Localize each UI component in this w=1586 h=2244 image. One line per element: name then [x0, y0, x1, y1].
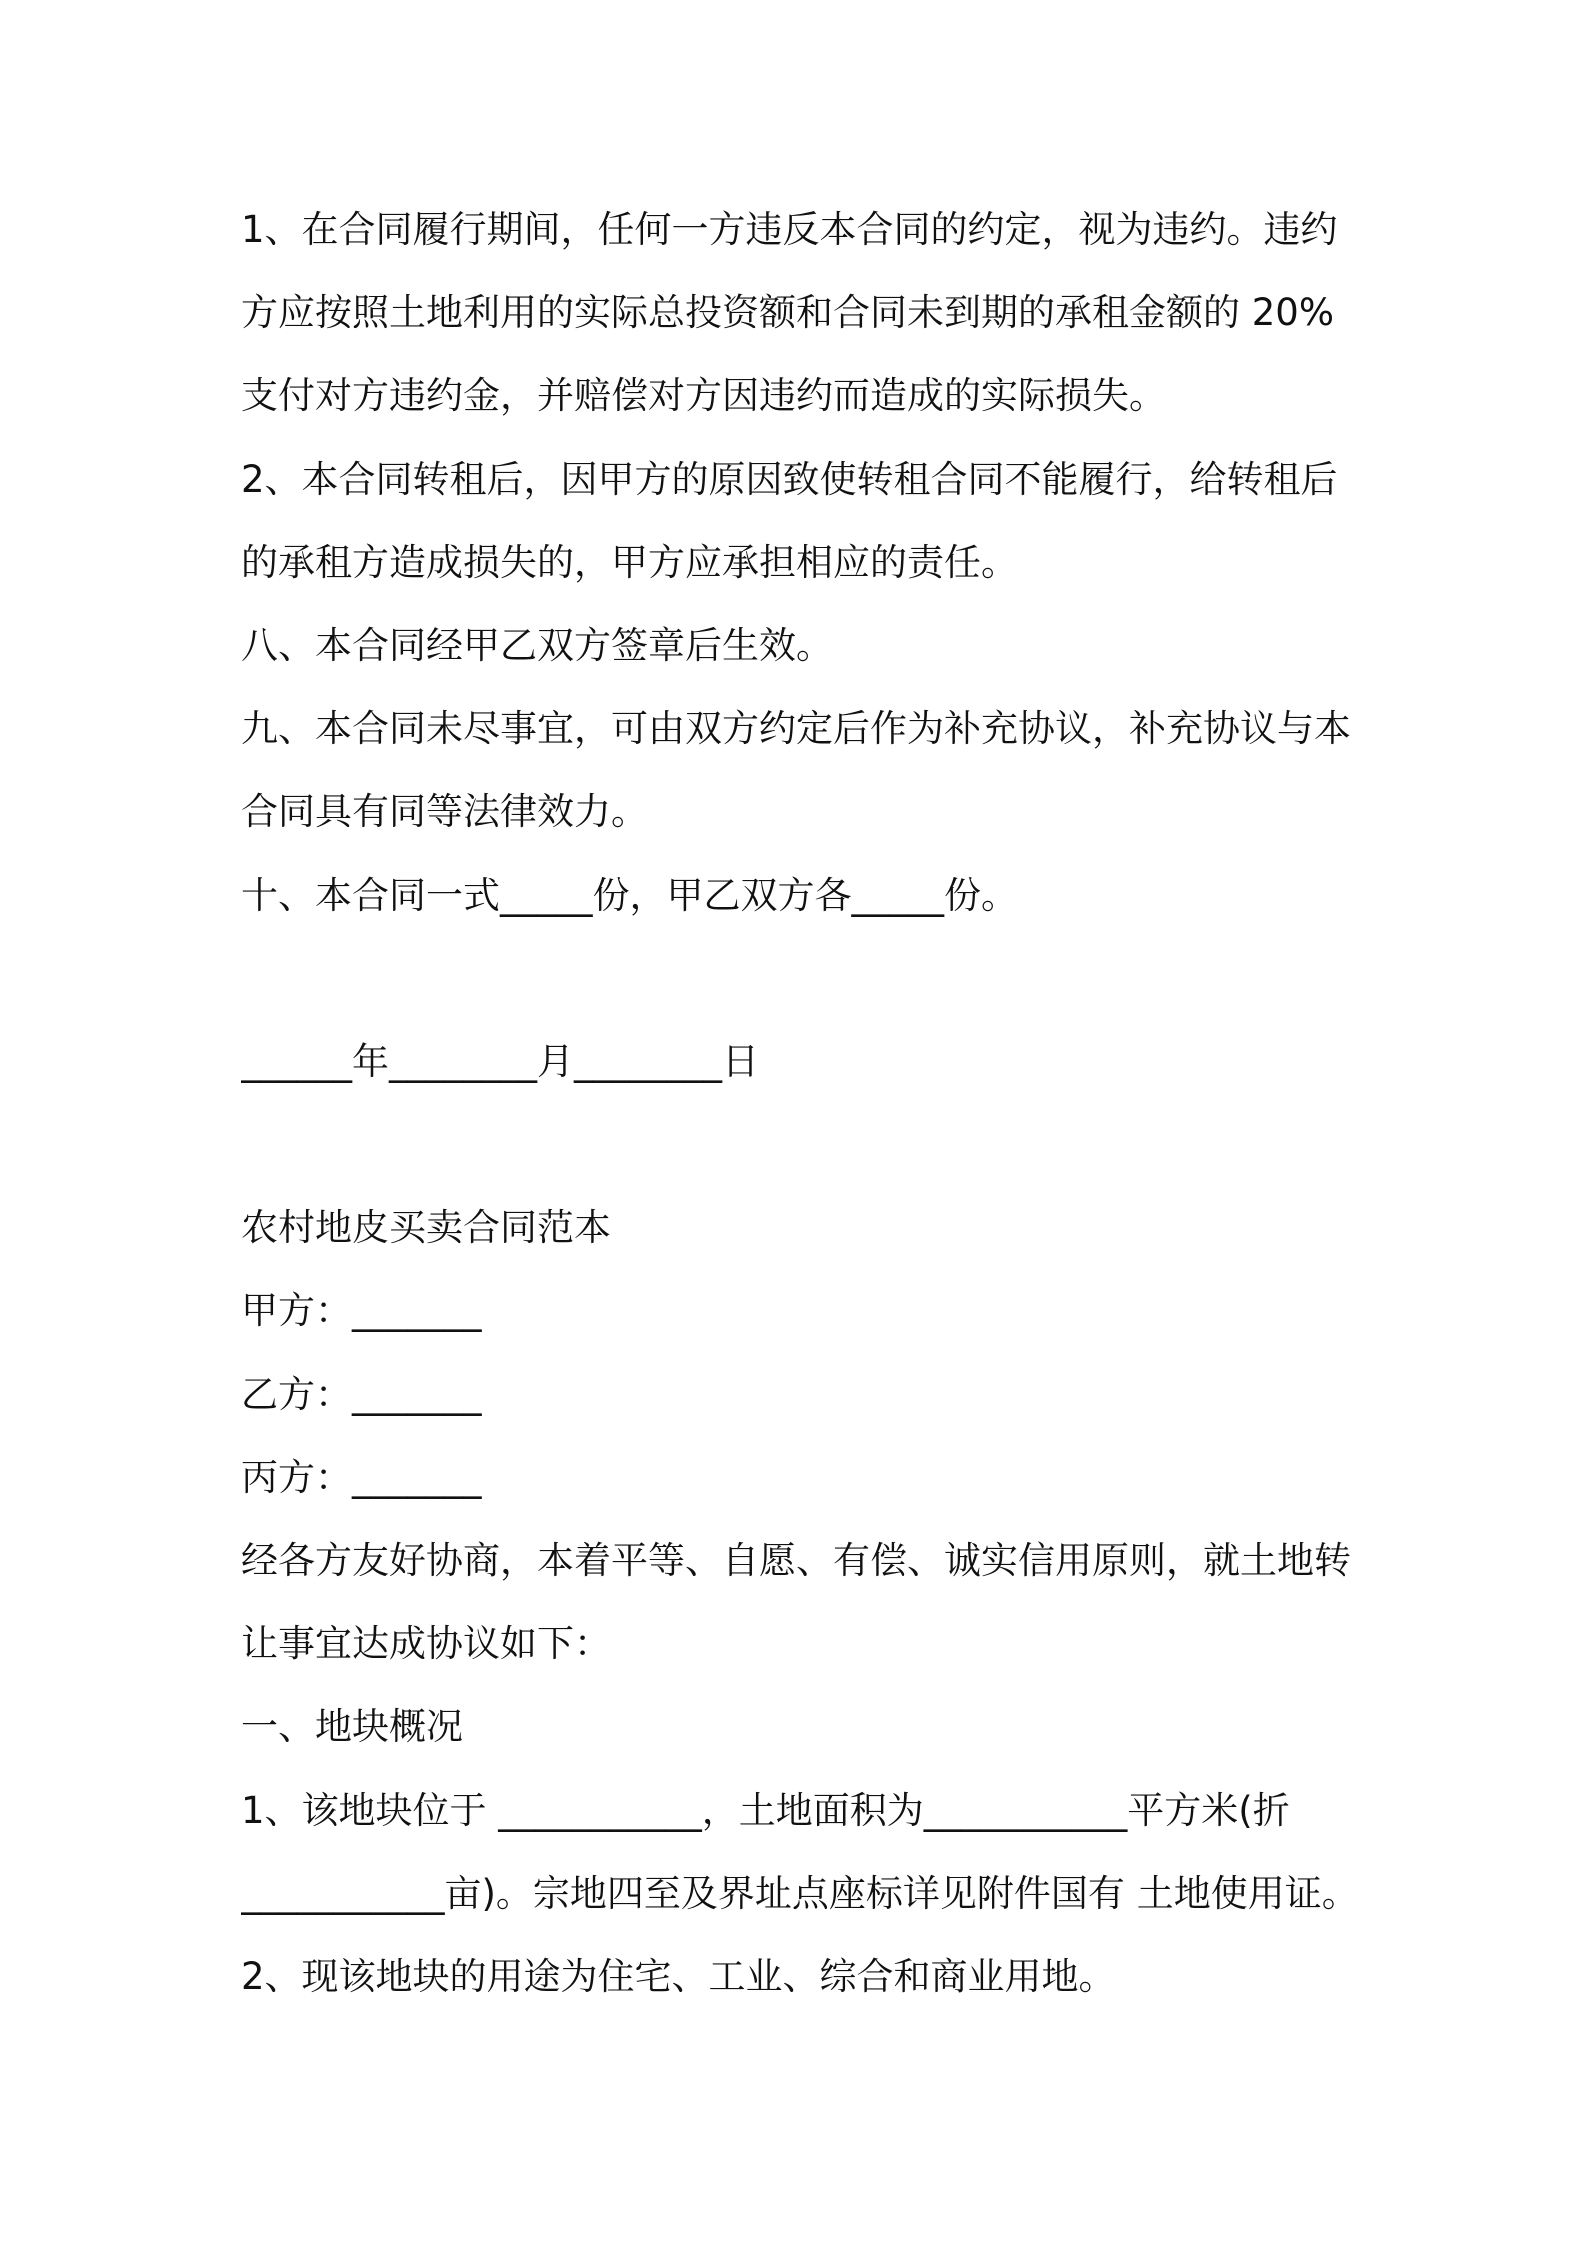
breach-clause-2-line-1: 2、本合同转租后，因甲方的原因致使转租合同不能履行，给转租后 — [241, 457, 1338, 501]
breach-clause-2-line-2: 的承租方造成损失的，甲方应承担相应的责任。 — [241, 540, 1018, 584]
section-spacer — [241, 1103, 1481, 1186]
article-8: 八、本合同经甲乙双方签章后生效。 — [241, 623, 833, 667]
party-a-line: 甲方：_______ — [241, 1289, 482, 1333]
article-9-line-1: 九、本合同未尽事宜，可由双方约定后作为补充协议，补充协议与本 — [241, 707, 1351, 751]
article-10: 十、本合同一式_____份，甲乙双方各_____份。 — [241, 873, 1018, 917]
section-1-heading: 一、地块概况 — [241, 1705, 463, 1749]
contract-title: 农村地皮买卖合同范本 — [241, 1206, 611, 1250]
preamble-line-1: 经各方友好协商，本着平等、自愿、有偿、诚实信用原则，就土地转 — [241, 1539, 1351, 1582]
item-2: 2、现该地块的用途为住宅、工业、综合和商业用地。 — [241, 1954, 1116, 1998]
item-1-line-2: ___________亩)。宗地四至及界址点座标详见附件国有 土地使用证。 — [241, 1871, 1359, 1915]
article-9-line-2: 合同具有同等法律效力。 — [241, 790, 648, 834]
breach-clause-1-line-1: 1、在合同履行期间，任何一方违反本合同的约定，视为违约。违约 — [241, 208, 1338, 251]
document-body — [241, 188, 1481, 2018]
breach-clause-1-line-2: 方应按照土地利用的实际总投资额和合同未到期的承租金额的 20% — [241, 291, 1334, 335]
party-b-line: 乙方：_______ — [241, 1372, 482, 1416]
item-1-line-1: 1、该地块位于 ___________，土地面积为___________平方米(折 — [241, 1788, 1290, 1832]
date-line: ______年________月________日 — [241, 1039, 759, 1083]
breach-clause-1-line-3: 支付对方违约金，并赔偿对方因违约而造成的实际损失。 — [241, 374, 1166, 418]
preamble-line-2: 让事宜达成协议如下： — [241, 1622, 611, 1666]
party-c-line: 丙方：_______ — [241, 1455, 482, 1499]
signature-line — [241, 937, 1481, 1020]
